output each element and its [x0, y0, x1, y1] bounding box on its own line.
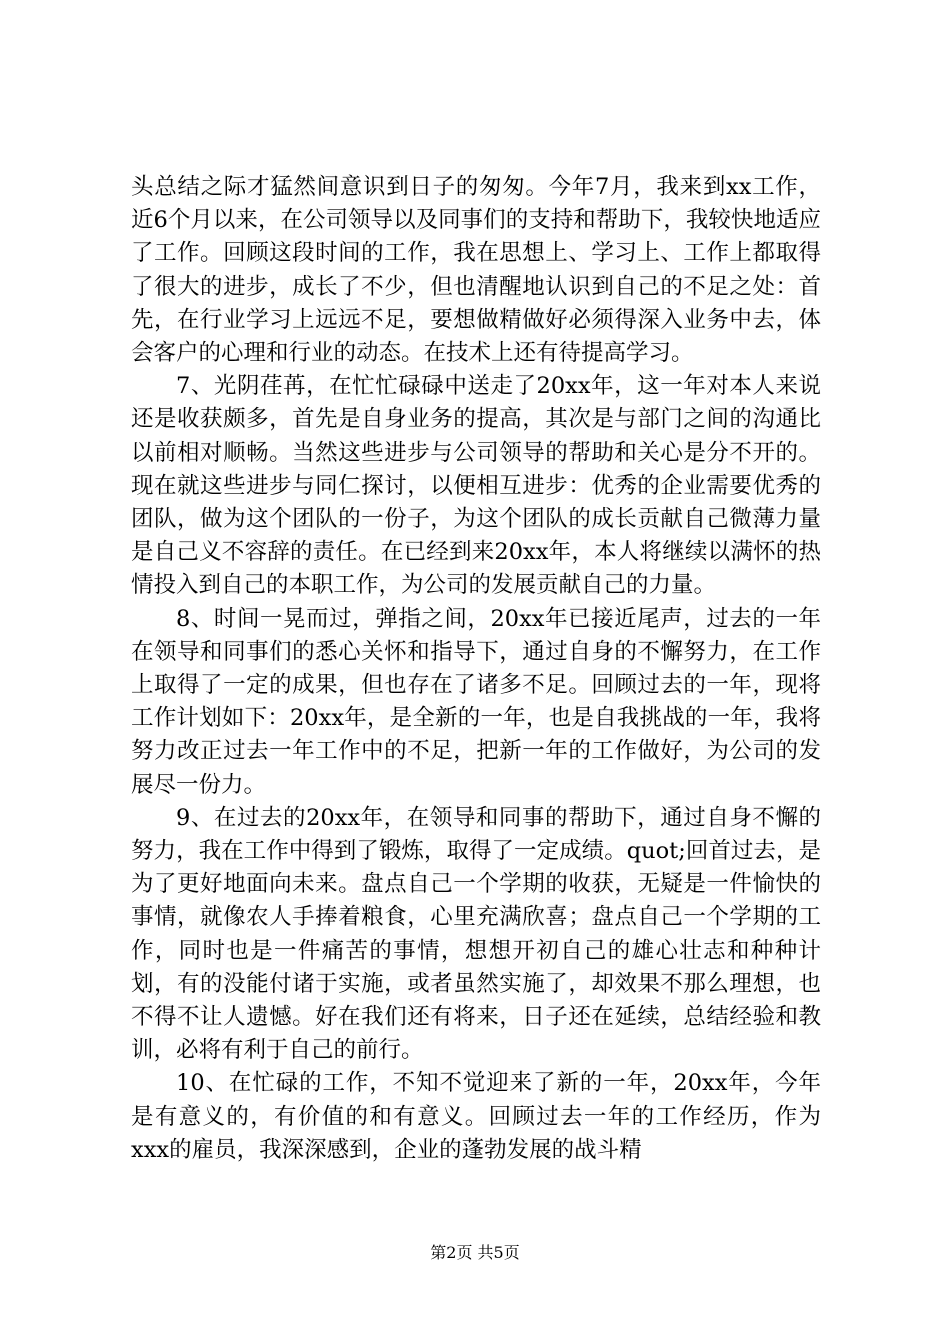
paragraph-item-7: 7、光阴荏苒，在忙忙碌碌中送走了20xx年，这一年对本人来说还是收获颇多，首先是自身业务的提高，其次是与部门之间的沟通比以前相对顺畅。当然这些进步与公司领导的帮助和关心是分不开的。现在就这些进步与同仁探讨，以便相互进步：优秀的企业需要优秀的团队，做为这个团队的一份子，为这个团队的成长贡献自己微薄力量是自己义不容辞的责任。在已经到来20xx年，本人将继续以满怀的热情投入到自己的本职工作，为公司的发展贡献自己的力量。 — [131, 373, 821, 599]
page-number-label: 第2页 共5页 — [430, 1243, 520, 1262]
paragraph-item-10: 10、在忙碌的工作，不知不觉迎来了新的一年，20xx年，今年是有意义的，有价值的和有意义。回顾过去一年的工作经历，作为xxx的雇员，我深深感到，企业的蓬勃发展的战斗精 — [131, 1070, 821, 1163]
paragraph-item-9: 9、在过去的20xx年，在领导和同事的帮助下，通过自身不懈的努力，我在工作中得到了锻炼，取得了一定成绩。quot;回首过去，是为了更好地面向未来。盘点自己一个学期的收获，无疑是一件愉快的事情，就像农人手捧着粮食，心里充满欣喜；盘点自己一个学期的工作，同时也是一件痛苦的事情，想想开初自己的雄心壮志和种种计划，有的没能付诸于实施，或者虽然实施了，却效果不那么理想，也不得不让人遗憾。好在我们还有将来，日子还在延续，总结经验和教训，必将有利于自己的前行。 — [131, 804, 821, 1064]
document-body — [131, 171, 821, 1167]
page-footer — [0, 1243, 950, 1263]
paragraph-item-8: 8、时间一晃而过，弹指之间，20xx年已接近尾声，过去的一年在领导和同事们的悉心关怀和指导下，通过自身的不懈努力，在工作上取得了一定的成果，但也存在了诸多不足。回顾过去的一年，现将工作计划如下：20xx年，是全新的一年，也是自我挑战的一年，我将努力改正过去一年工作中的不足，把新一年的工作做好，为公司的发展尽一份力。 — [131, 605, 821, 798]
paragraph-continued: 头总结之际才猛然间意识到日子的匆匆。今年7月，我来到xx工作，近6个月以来，在公司领导以及同事们的支持和帮助下，我较快地适应了工作。回顾这段时间的工作，我在思想上、学习上、工作上都取得了很大的进步，成长了不少，但也清醒地认识到自己的不足之处：首先，在行业学习上远远不足，要想做精做好必须得深入业务中去，体会客户的心理和行业的动态。在技术上还有待提高学习。 — [131, 174, 821, 367]
